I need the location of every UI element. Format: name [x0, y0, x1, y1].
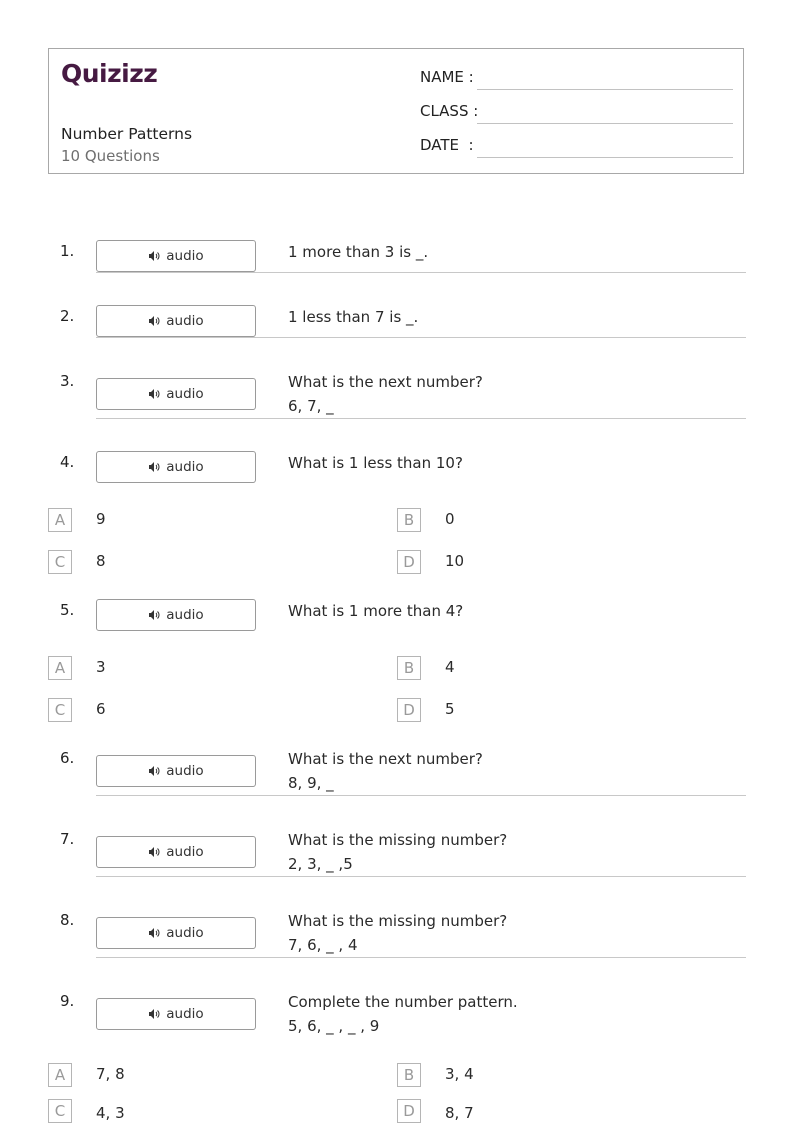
question-text: 1 less than 7 is _.	[288, 308, 419, 326]
option-value: 5	[445, 700, 455, 718]
option-value: 6	[96, 700, 106, 718]
option-value: 4	[445, 658, 455, 676]
question-number: 1.	[60, 242, 75, 260]
question-text: What is 1 less than 10?	[288, 454, 463, 472]
quizizz-logo: Quizizz	[61, 59, 158, 88]
worksheet-title: Number Patterns	[61, 125, 193, 143]
speaker-icon	[148, 927, 160, 939]
audio-button[interactable]	[96, 836, 256, 868]
speaker-icon	[148, 315, 160, 327]
answer-line	[96, 957, 746, 958]
speaker-icon	[148, 609, 160, 621]
question-number: 5.	[60, 601, 75, 619]
question-text: What is the missing number? 7, 6, _ , 4	[288, 912, 508, 954]
audio-label: audio	[166, 844, 204, 860]
audio-label: audio	[166, 1006, 204, 1022]
question-number: 4.	[60, 453, 75, 471]
question-text: What is the next number? 8, 9, _	[288, 750, 483, 792]
option-value: 10	[445, 552, 465, 570]
answer-line	[96, 272, 746, 273]
option-letter: D	[397, 550, 421, 574]
option-value: 3	[96, 658, 106, 676]
audio-label: audio	[166, 313, 204, 329]
audio-label: audio	[166, 607, 204, 623]
speaker-icon	[148, 846, 160, 858]
option-value: 9	[96, 510, 106, 528]
audio-label: audio	[166, 459, 204, 475]
speaker-icon	[148, 765, 160, 777]
audio-button[interactable]	[96, 917, 256, 949]
option-letter: B	[397, 656, 421, 680]
question-number: 7.	[60, 830, 75, 848]
option-value: 4, 3	[96, 1104, 125, 1122]
audio-button[interactable]	[96, 305, 256, 337]
question-text: Complete the number pattern. 5, 6, _ , _ , 9	[288, 993, 518, 1035]
question-text: 1 more than 3 is _.	[288, 243, 429, 261]
answer-line	[96, 876, 746, 877]
name-line	[477, 89, 733, 90]
answer-line	[96, 418, 746, 419]
audio-label: audio	[166, 763, 204, 779]
question-count: 10 Questions	[61, 147, 160, 165]
option-letter: A	[48, 1063, 72, 1087]
answer-line	[96, 795, 746, 796]
answer-line	[96, 337, 746, 338]
audio-button[interactable]	[96, 240, 256, 272]
option-letter: A	[48, 656, 72, 680]
speaker-icon	[148, 250, 160, 262]
audio-label: audio	[166, 386, 204, 402]
option-letter: C	[48, 698, 72, 722]
audio-button[interactable]	[96, 998, 256, 1030]
question-number: 3.	[60, 372, 75, 390]
worksheet-header	[48, 48, 744, 174]
audio-button[interactable]	[96, 599, 256, 631]
option-value: 8, 7	[445, 1104, 474, 1122]
class-label: CLASS :	[420, 102, 479, 120]
option-letter: D	[397, 1099, 421, 1123]
speaker-icon	[148, 388, 160, 400]
audio-button[interactable]	[96, 451, 256, 483]
question-number: 9.	[60, 992, 75, 1010]
option-letter: A	[48, 508, 72, 532]
option-value: 8	[96, 552, 106, 570]
option-value: 3, 4	[445, 1065, 474, 1083]
name-label: NAME :	[420, 68, 474, 86]
date-label: DATE :	[420, 136, 474, 154]
audio-button[interactable]	[96, 755, 256, 787]
class-line	[477, 123, 733, 124]
question-text: What is the missing number? 2, 3, _ ,5	[288, 831, 508, 873]
question-number: 2.	[60, 307, 75, 325]
question-text: What is 1 more than 4?	[288, 602, 464, 620]
option-letter: C	[48, 1099, 72, 1123]
question-number: 6.	[60, 749, 75, 767]
option-letter: D	[397, 698, 421, 722]
audio-label: audio	[166, 925, 204, 941]
option-value: 7, 8	[96, 1065, 125, 1083]
option-letter: B	[397, 508, 421, 532]
speaker-icon	[148, 1008, 160, 1020]
question-number: 8.	[60, 911, 75, 929]
question-text: What is the next number? 6, 7, _	[288, 373, 483, 415]
date-line	[477, 157, 733, 158]
option-letter: C	[48, 550, 72, 574]
speaker-icon	[148, 461, 160, 473]
option-letter: B	[397, 1063, 421, 1087]
audio-button[interactable]	[96, 378, 256, 410]
option-value: 0	[445, 510, 455, 528]
audio-label: audio	[166, 248, 204, 264]
